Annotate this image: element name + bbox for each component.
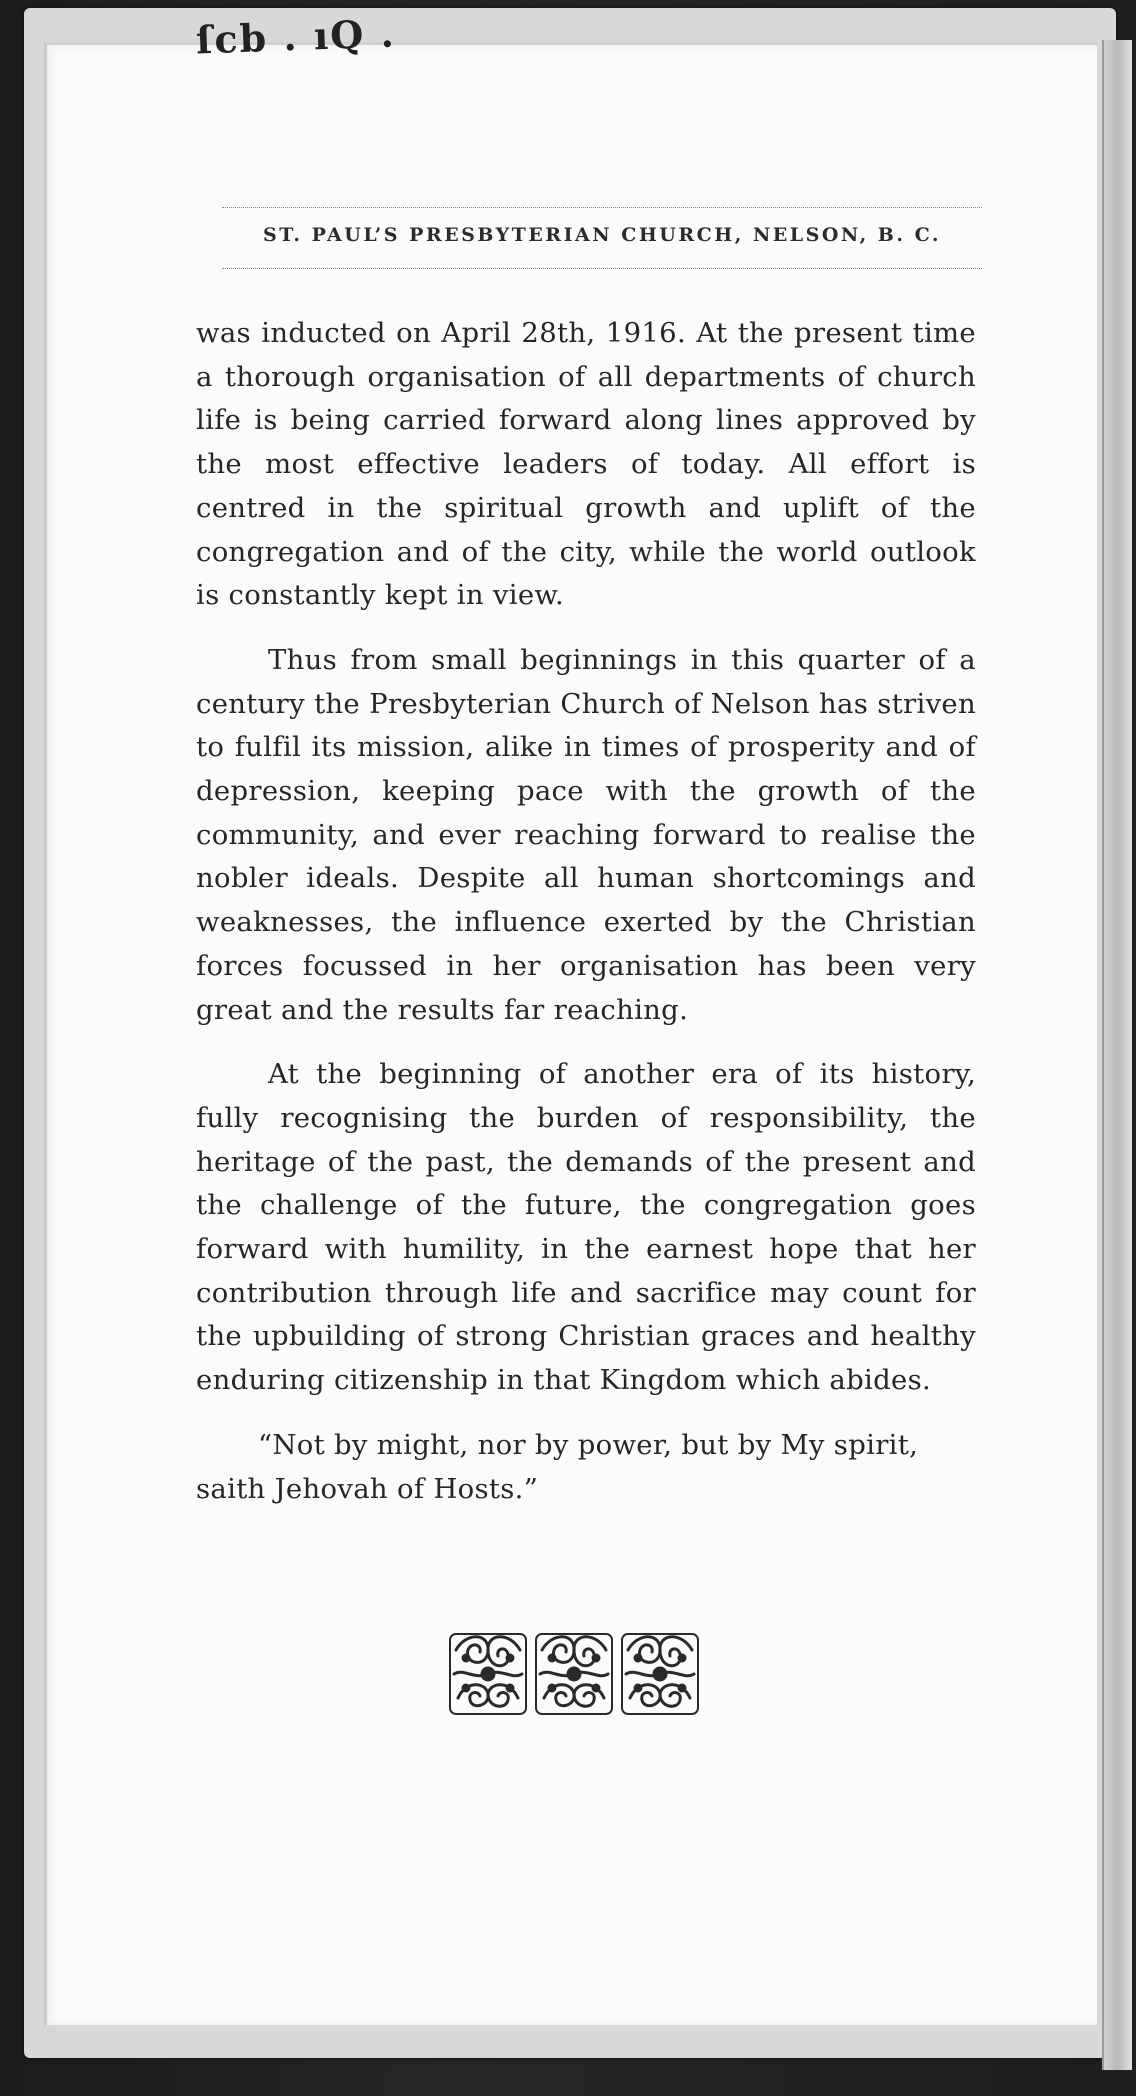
- handwritten-mark: ſcb . ıQ .: [195, 10, 397, 63]
- page-edge: [1102, 40, 1132, 2070]
- running-head: ST. PAUL’S PRESBYTERIAN CHURCH, NELSON, B. C.: [263, 224, 941, 246]
- paragraph-beginnings: Thus from small beginnings in this quarter of a century the Presbyterian Church of Nelson has striven to fulfil its mission, alike in times of prosperity and of depression, keeping pace with the growth of the community, and ever reaching forward to realise the nobler ideals. Despite all human shortcomings and weaknesses, the influence exerted by the Christian forces focussed in her organisation has been very great and the results far reaching.: [196, 643, 976, 1026]
- floral-scroll-ornament-icon: [446, 1628, 702, 1722]
- paragraph-continuation: was inducted on April 28th, 1916. At the present time a thorough organisation of all departments of church life is being carried forward along lines approved by the most effective leaders of today. All effort is centred in the spiritual growth and uplift of the congregation and of the city, while the world outlook is constantly kept in view.: [196, 317, 976, 612]
- scripture-quote: “Not by might, nor by power, but by My spirit, saith Jehovah of Hosts.”: [196, 1428, 919, 1505]
- header-rule-top: [222, 207, 982, 208]
- body-text: [196, 312, 976, 1532]
- header-rule-bottom: [222, 268, 982, 269]
- paragraph-new-era: At the beginning of another era of its history, fully recognising the burden of responsibility, the heritage of the past, the demands of the present and the challenge of the future, the congregation goes forward with humility, in the earnest hope that her contribution through life and sacrifice may count for the upbuilding of strong Christian graces and healthy enduring citizenship in that Kingdom which abides.: [196, 1058, 976, 1397]
